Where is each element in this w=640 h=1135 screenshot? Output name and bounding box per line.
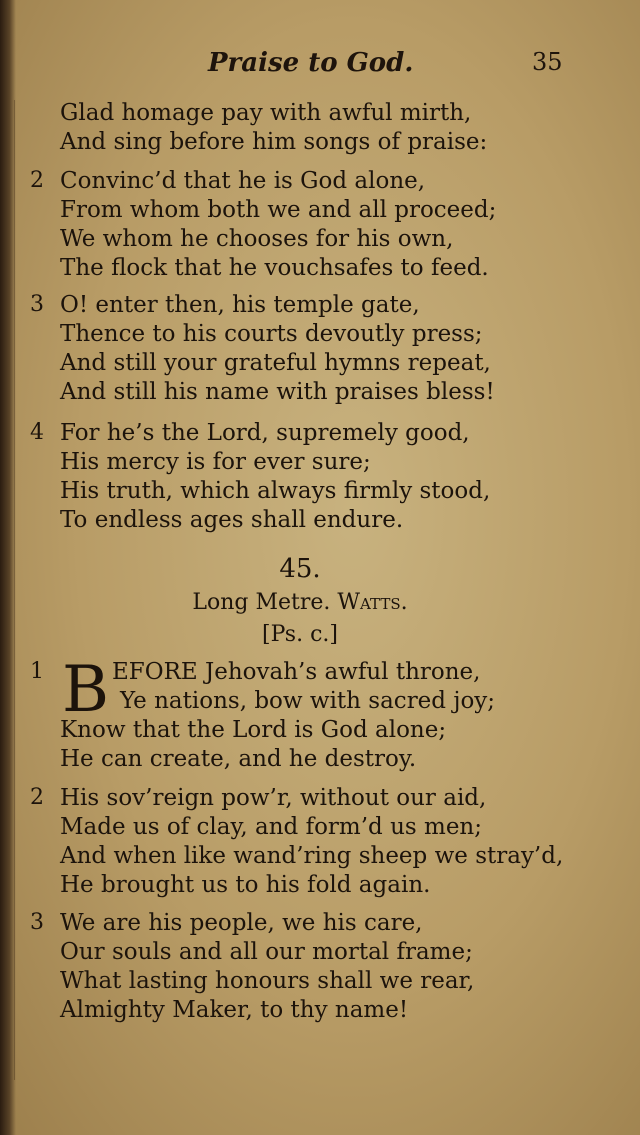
drop-cap: B bbox=[62, 653, 110, 727]
verse-line: Know that the Lord is God alone; bbox=[60, 717, 447, 743]
verse-line: He can create, and he destroy. bbox=[60, 746, 417, 772]
verse-line: Made us of clay, and form’d us men; bbox=[60, 814, 482, 840]
verse-line: Ye nations, bow with sacred joy; bbox=[120, 688, 496, 714]
verse-line: His mercy is for ever sure; bbox=[60, 449, 371, 475]
hymn-heading bbox=[0, 590, 600, 615]
stanza-number: 3 bbox=[30, 292, 44, 317]
page-number: 35 bbox=[532, 48, 563, 76]
page-header bbox=[0, 48, 640, 88]
verse-line: And sing before him songs of praise: bbox=[60, 129, 488, 155]
hymn-metre: Long Metre. bbox=[192, 590, 331, 615]
hymn-author: Watts. bbox=[337, 590, 408, 615]
verse-line: And still your grateful hymns repeat, bbox=[60, 350, 491, 376]
verse-line: Convinc’d that he is God alone, bbox=[60, 168, 426, 194]
stanza-number: 3 bbox=[30, 910, 44, 935]
verse-line: And still his name with praises bless! bbox=[60, 379, 495, 405]
verse-line: Glad homage pay with awful mirth, bbox=[60, 100, 472, 126]
verse-line: Almighty Maker, to thy name! bbox=[60, 997, 409, 1023]
verse-line: O! enter then, his temple gate, bbox=[60, 292, 420, 318]
stanza-number: 2 bbox=[30, 168, 44, 193]
verse-line: What lasting honours shall we rear, bbox=[60, 968, 475, 994]
psalm-reference: [Ps. c.] bbox=[262, 622, 338, 647]
verse-line: The flock that he vouchsafes to feed. bbox=[60, 255, 489, 281]
running-title: Praise to God. bbox=[208, 48, 414, 78]
stanza-number: 1 bbox=[30, 659, 44, 684]
verse-line: We whom he chooses for his own, bbox=[60, 226, 454, 252]
verse-line: And when like wand’ring sheep we stray’d, bbox=[60, 843, 564, 869]
hymn-number: 45. bbox=[279, 554, 321, 584]
verse-line: He brought us to his fold again. bbox=[60, 872, 431, 898]
verse-line: From whom both we and all proceed; bbox=[60, 197, 497, 223]
verse-line: Thence to his courts devoutly press; bbox=[60, 321, 483, 347]
verse-line: His truth, which always firmly stood, bbox=[60, 478, 491, 504]
verse-line: EFORE Jehovah’s awful throne, bbox=[112, 659, 481, 685]
stanza-number: 4 bbox=[30, 420, 44, 445]
stanza-number: 2 bbox=[30, 785, 44, 810]
verse-line: To endless ages shall endure. bbox=[60, 507, 404, 533]
verse-line: For he’s the Lord, supremely good, bbox=[60, 420, 470, 446]
verse-line: We are his people, we his care, bbox=[60, 910, 423, 936]
verse-line: His sov’reign pow’r, without our aid, bbox=[60, 785, 487, 811]
verse-line: Our souls and all our mortal frame; bbox=[60, 939, 473, 965]
